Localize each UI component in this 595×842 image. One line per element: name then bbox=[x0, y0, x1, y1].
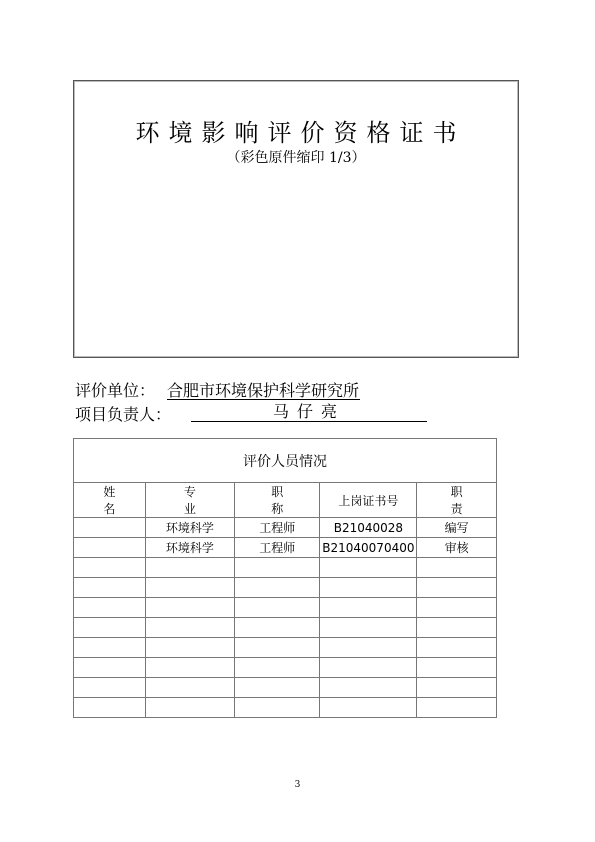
certificate-image-frame bbox=[73, 80, 519, 358]
table-row bbox=[74, 558, 497, 578]
table-cell bbox=[234, 578, 320, 598]
table-cell bbox=[417, 698, 497, 718]
table-cell bbox=[417, 578, 497, 598]
table-cell: B21040028 bbox=[320, 518, 417, 538]
table-row bbox=[74, 538, 497, 558]
header-name: 姓名 bbox=[74, 483, 146, 518]
table-cell bbox=[145, 698, 234, 718]
staff-table-header-row bbox=[74, 483, 497, 518]
table-cell bbox=[417, 618, 497, 638]
table-cell: B21040070400 bbox=[320, 538, 417, 558]
table-cell bbox=[320, 678, 417, 698]
table-row bbox=[74, 598, 497, 618]
table-row bbox=[74, 698, 497, 718]
evaluation-unit-line bbox=[75, 378, 360, 401]
table-cell: 编写 bbox=[417, 518, 497, 538]
table-row bbox=[74, 578, 497, 598]
table-cell bbox=[320, 618, 417, 638]
certificate-title: 环境影响评价资格证书 bbox=[135, 119, 466, 147]
table-cell bbox=[417, 658, 497, 678]
evaluation-unit-value: 合肥市环境保护科学研究所 bbox=[167, 381, 360, 400]
header-cert-number: 上岗证书号 bbox=[320, 483, 417, 518]
table-cell bbox=[74, 578, 146, 598]
header-major: 专业 bbox=[145, 483, 234, 518]
table-row bbox=[74, 658, 497, 678]
table-cell bbox=[234, 658, 320, 678]
table-cell bbox=[74, 678, 146, 698]
table-cell bbox=[417, 638, 497, 658]
project-leader-label: 项目负责人： bbox=[75, 405, 172, 424]
table-cell bbox=[145, 618, 234, 638]
table-cell bbox=[417, 678, 497, 698]
table-cell bbox=[417, 558, 497, 578]
table-cell bbox=[320, 598, 417, 618]
table-cell bbox=[145, 578, 234, 598]
table-cell bbox=[234, 618, 320, 638]
project-leader-line bbox=[75, 402, 345, 425]
table-cell bbox=[320, 658, 417, 678]
table-row bbox=[74, 678, 497, 698]
table-cell bbox=[234, 558, 320, 578]
table-cell bbox=[74, 518, 146, 538]
table-cell bbox=[320, 698, 417, 718]
table-cell: 环境科学 bbox=[145, 518, 234, 538]
table-cell bbox=[320, 578, 417, 598]
staff-table bbox=[73, 438, 497, 718]
table-row bbox=[74, 518, 497, 538]
table-cell bbox=[74, 638, 146, 658]
table-cell bbox=[74, 658, 146, 678]
project-leader-value: 马仔亮 bbox=[191, 402, 427, 422]
staff-table-caption: 评价人员情况 bbox=[74, 439, 497, 483]
table-cell: 环境科学 bbox=[145, 538, 234, 558]
table-cell bbox=[145, 598, 234, 618]
table-cell: 审核 bbox=[417, 538, 497, 558]
table-cell bbox=[234, 598, 320, 618]
certificate-subtitle: （彩色原件缩印 1/3） bbox=[226, 150, 366, 166]
table-cell bbox=[145, 558, 234, 578]
table-cell bbox=[145, 658, 234, 678]
table-cell bbox=[145, 678, 234, 698]
table-row bbox=[74, 618, 497, 638]
table-cell bbox=[74, 558, 146, 578]
table-cell bbox=[74, 538, 146, 558]
table-cell bbox=[320, 558, 417, 578]
table-cell bbox=[145, 638, 234, 658]
table-cell bbox=[234, 698, 320, 718]
header-duty: 职责 bbox=[417, 483, 497, 518]
table-cell bbox=[234, 678, 320, 698]
evaluation-unit-label: 评价单位： bbox=[75, 381, 156, 400]
table-cell bbox=[320, 638, 417, 658]
table-cell: 工程师 bbox=[234, 538, 320, 558]
table-cell bbox=[74, 698, 146, 718]
table-cell: 工程师 bbox=[234, 518, 320, 538]
table-cell bbox=[74, 598, 146, 618]
table-cell bbox=[74, 618, 146, 638]
table-cell bbox=[234, 638, 320, 658]
page-number: 3 bbox=[294, 780, 301, 790]
table-row bbox=[74, 638, 497, 658]
header-title: 职称 bbox=[234, 483, 320, 518]
table-cell bbox=[417, 598, 497, 618]
